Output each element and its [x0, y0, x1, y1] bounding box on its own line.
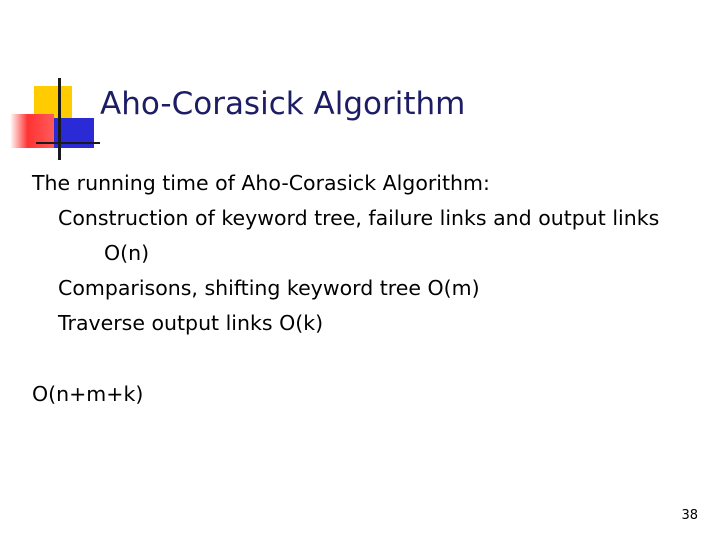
decorative-logo — [0, 0, 100, 170]
slide-title: Aho-Corasick Algorithm — [100, 86, 466, 122]
spacer — [32, 341, 659, 377]
total-complexity: O(n+m+k) — [32, 382, 144, 406]
slide-body — [32, 166, 659, 412]
bullet-construction-complexity: O(n) — [104, 241, 150, 265]
logo-horizontal-line — [36, 142, 100, 144]
bullet-traverse: Traverse output links O(k) — [58, 311, 324, 335]
bullet-comparisons: Comparisons, shifting keyword tree O(m) — [58, 276, 480, 300]
page-number: 38 — [681, 508, 698, 523]
intro-line: The running time of Aho-Corasick Algorithm: — [32, 171, 490, 195]
logo-vertical-line — [58, 78, 61, 160]
bullet-construction: Construction of keyword tree, failure links and output links — [58, 206, 660, 230]
